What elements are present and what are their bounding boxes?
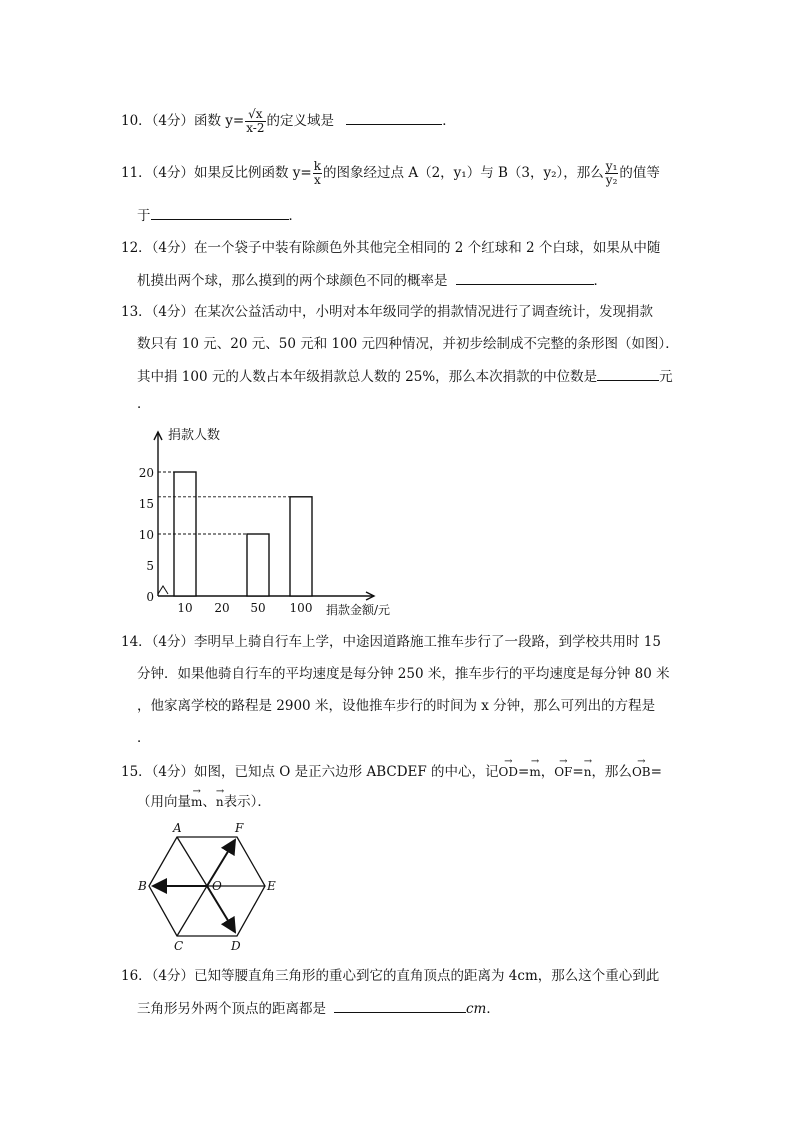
x-tick-label: 50 xyxy=(250,601,266,615)
question-14-period: ． xyxy=(137,730,151,746)
bar-50 xyxy=(247,534,269,596)
question-15: 15．（4分）如图，已知点 O 是正六边形 ABCDEF 的中心，记→ OD=→ m，→ OF=→ n，那么→ OB= xyxy=(121,762,662,782)
y-tick-label: 10 xyxy=(138,528,154,542)
label-a: A xyxy=(173,821,182,835)
question-13-period: ． xyxy=(137,396,151,412)
hexagon-figure xyxy=(136,820,286,952)
question-13-line2: 数只有 10 元、20 元、50 元和 100 元四种情况，并初步绘制成不完整的条形图（如图）． xyxy=(137,336,679,352)
label-f: F xyxy=(235,821,244,835)
answer-blank[interactable] xyxy=(151,205,289,220)
question-15-line2: （用向量→ m、→ n表示）． xyxy=(137,792,271,812)
answer-blank[interactable] xyxy=(346,110,442,125)
y-tick-label: 5 xyxy=(146,559,154,573)
question-13-line3: 其中捐 100 元的人数占本年级捐款总人数的 25%，那么本次捐款的中位数是 元 xyxy=(137,366,673,387)
x-axis-label: 捐款金额/元 xyxy=(326,603,391,617)
segment-oa xyxy=(177,837,207,886)
question-11-line2: 于 ． xyxy=(137,205,302,226)
answer-blank[interactable] xyxy=(597,366,659,381)
y-tick-label: 15 xyxy=(138,497,154,511)
label-o: O xyxy=(212,879,222,893)
bar-100 xyxy=(290,497,312,596)
x-tick-label: 10 xyxy=(177,601,193,615)
bar-chart xyxy=(138,424,410,620)
vector-od: → OD xyxy=(499,762,518,782)
question-12-line2: 机摸出两个球，那么摸到的两个球颜色不同的概率是 ． xyxy=(137,270,607,291)
label-e: E xyxy=(267,879,276,893)
axis-break xyxy=(158,586,168,594)
x-tick-label: 100 xyxy=(289,601,313,615)
fraction: $\frac{k}{x}$ xyxy=(313,159,322,187)
question-14-line3: ，他家离学校的路程是 2900 米，设他推车步行的时间为 x 分钟，那么可列出的方程是 xyxy=(137,698,656,714)
question-16: 16．（4分）已知等腰直角三角形的重心到它的直角顶点的距离为 4cm，那么这个重心到此 xyxy=(121,968,660,984)
question-12: 12．（4分）在一个袋子中装有除颜色外其他完全相同的 2 个红球和 2 个白球，如果从中随 xyxy=(121,240,661,256)
vector-n: → n xyxy=(584,762,592,782)
question-13: 13．（4分）在某次公益活动中，小明对本年级同学的捐款情况进行了调查统计，发现捐款 xyxy=(121,304,654,320)
x-tick-label: 20 xyxy=(214,601,230,615)
question-16-line2: 三角形另外两个顶点的距离都是 cm． xyxy=(137,998,500,1019)
question-10: 10．（4分）函数 y= $\frac{√x}{x-2}$ 的定义域是 ． xyxy=(121,107,456,135)
segment-oc xyxy=(177,886,207,936)
vector-ob: → OB xyxy=(632,762,651,782)
y-axis-label: 捐款人数 xyxy=(168,428,221,443)
fraction: $\frac{√x}{x-2}$ xyxy=(246,107,265,135)
vector-n: → n xyxy=(216,792,224,812)
vector-m: → m xyxy=(529,762,540,782)
question-14-line2: 分钟．如果他骑自行车的平均速度是每分钟 250 米，推车步行的平均速度是每分钟 80 米 xyxy=(137,666,670,682)
fraction: $\frac{\text{y₁}}{\text{y₂}}$ xyxy=(605,159,618,187)
label-d: D xyxy=(231,939,241,952)
question-14: 14．（4分）李明早上骑自行车上学，中途因道路施工推车步行了一段路，到学校共用时 15 xyxy=(121,634,661,650)
label-b: B xyxy=(138,879,147,893)
vector-of: → OF xyxy=(554,762,572,782)
y-tick-label: 20 xyxy=(138,466,154,480)
vector-m: → m xyxy=(191,792,202,812)
answer-blank[interactable] xyxy=(456,270,594,285)
y-tick-label: 0 xyxy=(146,590,154,604)
label-c: C xyxy=(174,939,184,952)
question-11: 11．（4分）如果反比例函数 y= $\frac{k}{x}$ 的图象经过点 A（2，y₁）与 B（3，y₂），那么 $\frac{\text{y₁}}{\text{y₂}}$ 的值等 xyxy=(121,159,660,187)
answer-blank[interactable] xyxy=(334,998,466,1013)
